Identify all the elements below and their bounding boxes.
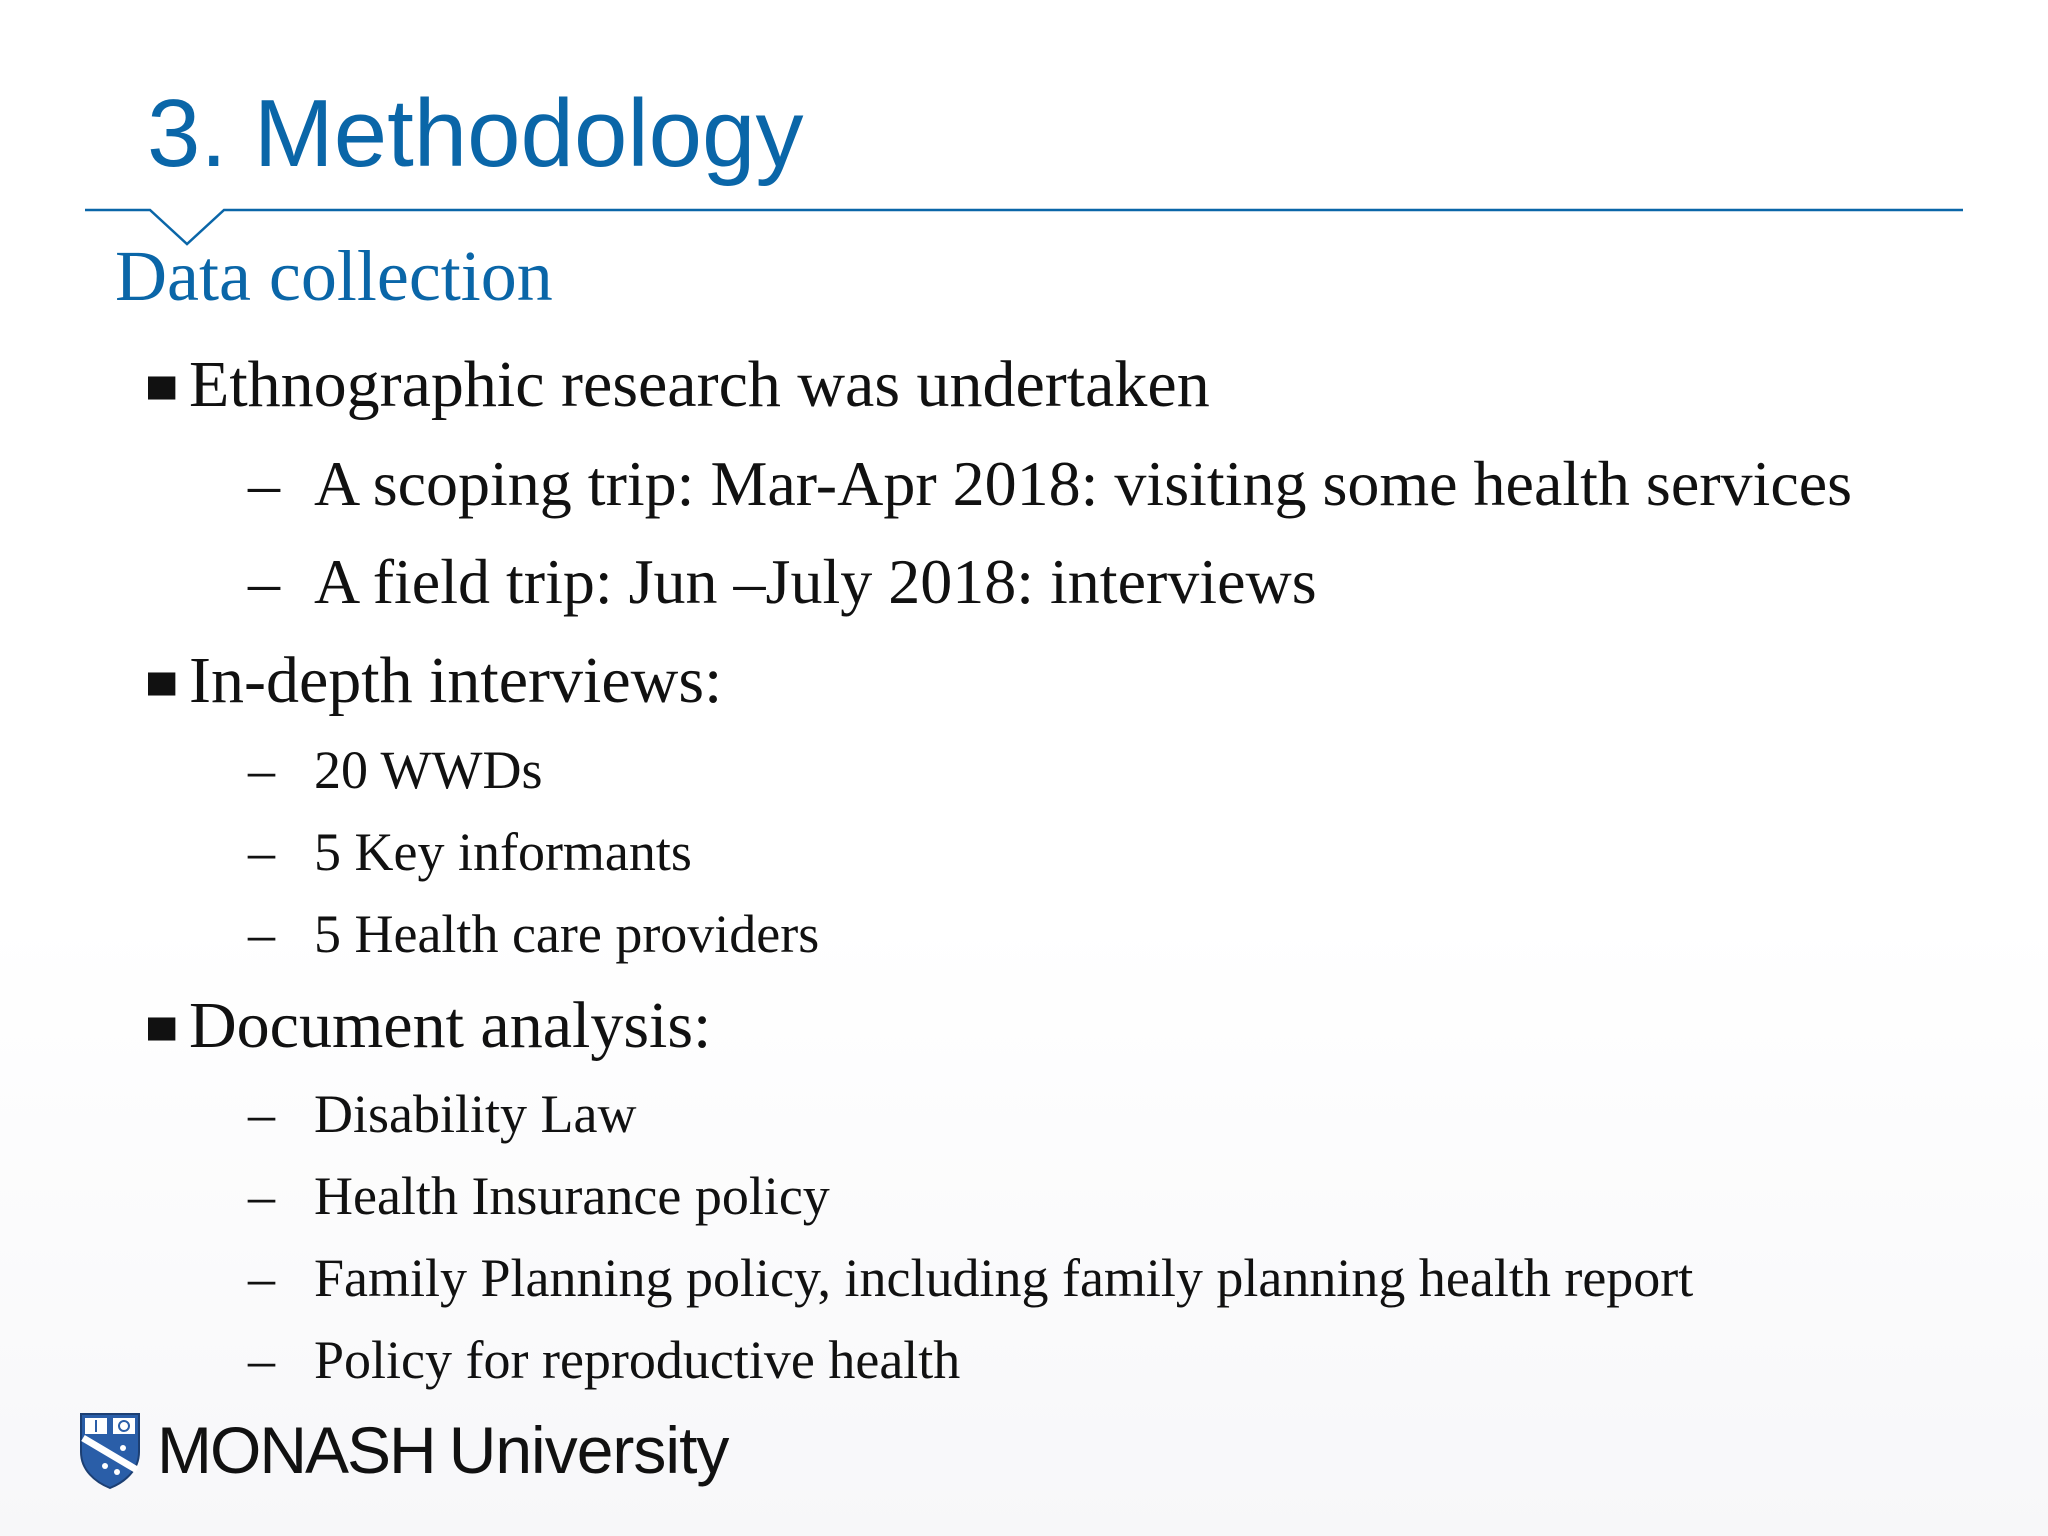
sub-bullet-text: Disability Law [314, 1084, 637, 1144]
dash-icon: – [248, 1166, 275, 1226]
dash-icon: – [248, 448, 280, 519]
bullet-text: Ethnographic research was undertaken [189, 348, 1210, 421]
sub-bullet-item [248, 546, 1317, 617]
sub-bullet-item [248, 740, 543, 800]
dash-icon: – [248, 740, 275, 800]
dash-icon: – [248, 1084, 275, 1144]
dash-icon: – [248, 1330, 275, 1390]
square-bullet-icon [148, 672, 175, 695]
sub-bullet-item [248, 822, 692, 882]
sub-bullet-item [248, 1166, 830, 1226]
bullet-text: Document analysis: [189, 989, 712, 1062]
sub-bullet-text: A scoping trip: Mar-Apr 2018: visiting some health services [314, 448, 1853, 519]
slide-title: 3. Methodology [147, 80, 804, 187]
sub-bullet-text: 5 Health care providers [314, 904, 820, 964]
square-bullet-icon [148, 376, 175, 399]
bullet-item [148, 348, 1210, 421]
sub-bullet-text: 5 Key informants [314, 822, 692, 882]
monash-crest-icon [75, 1410, 145, 1490]
sub-bullet-item [248, 1248, 1694, 1308]
sub-bullet-item [248, 1330, 961, 1390]
section-subtitle: Data collection [115, 236, 553, 316]
sub-bullet-text: 20 WWDs [314, 740, 543, 800]
dash-icon: – [248, 904, 275, 964]
dash-icon: – [248, 546, 280, 617]
bullet-text: In-depth interviews: [189, 644, 723, 717]
square-bullet-icon [148, 1017, 175, 1040]
logo-wordmark-monash: MONASH [157, 1413, 435, 1487]
sub-bullet-item [248, 1084, 637, 1144]
sub-bullet-text: A field trip: Jun –July 2018: interviews [314, 546, 1317, 617]
logo-wordmark-university: University [448, 1413, 729, 1487]
sub-bullet-text: Family Planning policy, including family planning health report [314, 1248, 1694, 1308]
bullet-item [148, 989, 712, 1062]
sub-bullet-text: Policy for reproductive health [314, 1330, 961, 1390]
sub-bullet-item [248, 904, 820, 964]
sub-bullet-item [248, 448, 1853, 519]
dash-icon: – [248, 822, 275, 882]
dash-icon: – [248, 1248, 275, 1308]
title-divider [0, 0, 2048, 260]
monash-university-logo [75, 1400, 728, 1500]
bullet-item [148, 644, 723, 717]
sub-bullet-text: Health Insurance policy [314, 1166, 830, 1226]
